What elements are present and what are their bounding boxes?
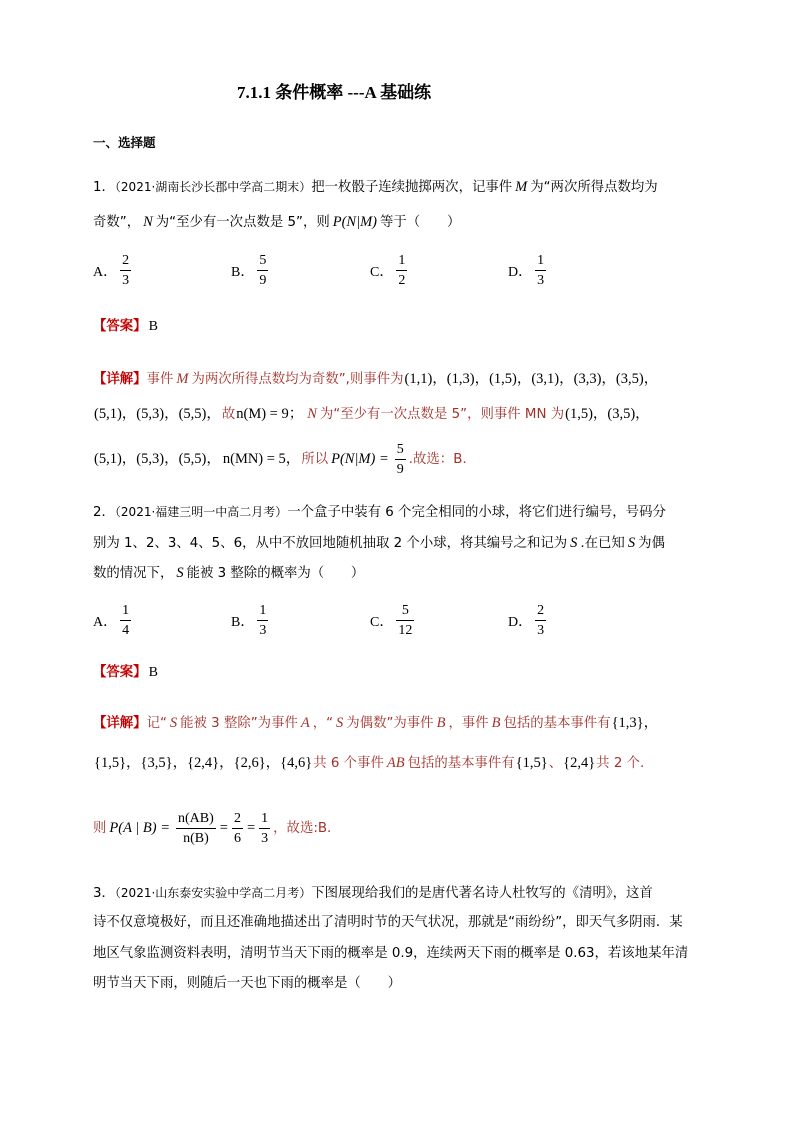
fraction-numerator: 1 <box>535 252 546 271</box>
q1-stem-text: 奇数”， <box>93 215 141 230</box>
detail-outcomes: (1,1)，(1,3)，(1,5)，(3,1)，(3,3)，(3,5)， <box>404 371 659 387</box>
option-label: C． <box>370 614 394 630</box>
option-label: B． <box>231 614 255 630</box>
fraction-numerator: n(AB) <box>176 810 216 829</box>
detail-text: 则 <box>93 821 107 836</box>
detail-fraction <box>176 810 216 847</box>
q2-option-a <box>93 602 134 639</box>
detail-outcomes: (1,5)，(3,5)， <box>565 406 650 422</box>
detail-text: 记“ <box>146 716 167 731</box>
detail-text: 、 <box>548 756 563 771</box>
detail-probability-expression: P(A | B) = <box>109 820 171 836</box>
option-fraction <box>120 252 131 289</box>
detail-outcomes: (5,1)，(5,3)，(5,5)， <box>94 451 221 467</box>
q2-option-b <box>231 602 271 639</box>
q1-option-c <box>370 252 410 289</box>
q2-detail-line-2 <box>93 753 644 774</box>
detail-text: 为“至少有一次点数是 5”，则事件 MN 为 <box>319 407 565 422</box>
detail-outcomes: (5,1)，(5,3)，(5,5)， <box>94 406 221 422</box>
q2-stem-text: 能被 3 整除的概率为（ ） <box>186 566 365 581</box>
detail-outcomes: {1,5}，{3,5}，{2,4}，{2,6}，{4,6} <box>94 755 313 771</box>
option-label: B． <box>231 264 255 280</box>
option-label: D． <box>508 264 533 280</box>
detail-probability-expression: P(N|M) = <box>331 451 389 467</box>
fraction-numerator: 2 <box>232 810 243 829</box>
detail-fraction <box>232 810 243 847</box>
fraction-numerator: 5 <box>257 252 268 271</box>
detail-var-a: A <box>300 715 310 731</box>
detail-outcomes: {2,4} <box>563 755 596 771</box>
detail-text: 所以 <box>301 452 329 467</box>
option-label: D． <box>508 614 533 630</box>
q2-stem-line-2 <box>93 533 665 554</box>
q1-source: （2021·湖南长沙长郡中学高二期末） <box>114 180 312 194</box>
q1-option-a <box>93 252 134 289</box>
fraction-denominator: 12 <box>398 623 413 638</box>
q2-stem-text: .在已知 <box>580 536 625 551</box>
q2-answer-line <box>93 663 158 683</box>
detail-var-s: S <box>169 715 178 731</box>
fraction-denominator: 3 <box>537 623 545 638</box>
q1-option-b <box>231 252 271 289</box>
detail-text: 共 6 个事件 <box>313 756 384 771</box>
q1-option-d <box>508 252 549 289</box>
option-label: A． <box>93 264 118 280</box>
detail-var-s: S <box>336 715 344 731</box>
q1-answer-line <box>93 317 158 337</box>
detail-text: 共 2 个. <box>596 756 645 771</box>
q3-stem-line-4: 明节当天下雨，则随后一天也下雨的概率是（ ） <box>93 976 401 991</box>
fraction-denominator: 4 <box>122 623 130 638</box>
detail-text: 为两次所得点数均为奇数”,则事件为 <box>191 372 404 387</box>
detail-fraction <box>259 810 270 847</box>
fraction-denominator: 3 <box>259 623 267 638</box>
q3-source: （2021·山东泰安实验中学高二月考） <box>114 886 312 900</box>
fraction-denominator: 9 <box>396 461 404 477</box>
fraction-numerator: 1 <box>259 810 270 829</box>
option-fraction <box>535 602 546 639</box>
option-fraction <box>396 252 407 289</box>
q1-stem-line-1 <box>93 177 658 198</box>
q1-detail-line-2 <box>93 404 651 425</box>
detail-text: 包括的基本事件有 <box>407 756 515 771</box>
fraction-denominator: 3 <box>537 273 545 288</box>
q3-stem-line-2: 诗不仅意境极好，而且还准确地描述出了清明时节的天气状况，那就是“雨纷纷”，即天气多阴雨．某 <box>93 915 683 930</box>
detail-text: 包括的基本事件有 <box>503 716 611 731</box>
option-fraction <box>257 252 268 289</box>
q2-detail-line-1 <box>93 713 659 734</box>
q1-stem-text: 把一枚骰子连续抛掷两次，记事件 <box>311 180 513 195</box>
q2-stem-text: 为偶 <box>638 536 665 551</box>
page-title: 7.1.1 条件概率 ---A 基础练 <box>237 83 432 102</box>
q2-stem-text: 别为 1、2、3、4、5、6，从中不放回地随机抽取 2 个小球，将其编号之和记为 <box>93 536 568 551</box>
q1-stem-text: 为“至少有一次点数是 5”，则 <box>155 215 330 230</box>
q1-stem-text: 为“两次所得点数均为 <box>530 180 658 195</box>
detail-text: ，“ <box>312 716 334 731</box>
detail-var-ab: AB <box>386 755 405 771</box>
fraction-denominator: 2 <box>398 273 406 288</box>
q2-stem-text: 数的情况下， <box>93 566 174 581</box>
q2-stem-text: 一个盒子中装有 6 个完全相同的小球，将它们进行编号，号码分 <box>287 505 666 520</box>
detail-conclusion: ，故选:B. <box>273 821 332 836</box>
fraction-denominator: n(B) <box>183 830 209 846</box>
equals-sign: = <box>246 820 256 836</box>
detail-text: 为偶数”为事件 <box>346 716 434 731</box>
q1-var-n: N <box>143 214 153 230</box>
detail-var-m: M <box>176 371 189 387</box>
equals-sign: = <box>219 820 228 836</box>
q2-detail-line-3 <box>93 808 331 849</box>
q2-var-s: S <box>627 535 636 551</box>
q3-stem-text: 下图展现给我们的是唐代著名诗人杜牧写的《清明》，这首 <box>311 886 653 901</box>
q2-number: 2． <box>93 505 115 520</box>
detail-text: 故 <box>221 407 236 422</box>
detail-var-b: B <box>491 715 501 731</box>
q3-stem-line-1 <box>93 883 653 904</box>
option-fraction <box>257 602 268 639</box>
detail-tag: 【详解】 <box>93 372 147 387</box>
option-fraction <box>396 602 414 639</box>
option-fraction <box>120 602 131 639</box>
detail-text: 能被 3 整除”为事件 <box>180 716 298 731</box>
detail-count: n(M) = 9； <box>236 406 304 422</box>
detail-var-b: B <box>436 715 446 731</box>
q1-var-m: M <box>515 179 528 195</box>
q2-stem-line-1 <box>93 502 666 523</box>
detail-count: n(MN) = 5， <box>222 451 301 467</box>
q1-answer-value: B <box>148 319 158 334</box>
q2-answer-value: B <box>148 665 158 680</box>
q1-stem-line-2 <box>93 212 460 233</box>
detail-outcomes: {1,5} <box>515 755 548 771</box>
detail-conclusion: .故选：B. <box>408 452 467 467</box>
fraction-numerator: 5 <box>395 441 406 460</box>
q1-detail-line-1 <box>93 369 659 390</box>
q2-stem-line-3 <box>93 563 364 584</box>
detail-var-n: N <box>307 406 317 422</box>
fraction-denominator: 3 <box>122 273 130 288</box>
fraction-numerator: 1 <box>257 602 268 621</box>
option-label: C． <box>370 264 394 280</box>
detail-fraction <box>395 441 406 478</box>
q2-var-s: S <box>570 535 578 551</box>
detail-text: 事件 <box>146 372 174 387</box>
q1-stem-text: 等于（ ） <box>380 215 461 230</box>
option-fraction <box>535 252 546 289</box>
fraction-numerator: 1 <box>120 602 131 621</box>
option-label: A． <box>93 614 118 630</box>
fraction-denominator: 6 <box>233 830 241 846</box>
q2-option-c <box>370 602 417 639</box>
detail-tag: 【详解】 <box>93 716 147 731</box>
answer-tag: 【答案】 <box>93 319 147 334</box>
detail-outcomes: {1,3}， <box>611 715 659 731</box>
fraction-denominator: 3 <box>261 830 269 846</box>
q3-number: 3． <box>93 886 115 901</box>
q3-stem-line-3: 地区气象监测资料表明，清明节当天下雨的概率是 0.9，连续两天下雨的概率是 0.63，若该地某年清 <box>93 946 689 961</box>
q1-detail-line-3 <box>93 439 467 480</box>
q2-option-d <box>508 602 549 639</box>
q1-number: 1． <box>93 180 115 195</box>
fraction-denominator: 9 <box>259 273 267 288</box>
fraction-numerator: 2 <box>535 602 546 621</box>
fraction-numerator: 1 <box>396 252 407 271</box>
detail-text: ，事件 <box>448 716 489 731</box>
answer-tag: 【答案】 <box>93 665 147 680</box>
fraction-numerator: 5 <box>396 602 414 621</box>
q2-var-s: S <box>176 565 184 581</box>
fraction-numerator: 2 <box>120 252 131 271</box>
section-heading: 一、选择题 <box>93 135 156 150</box>
q1-probability-expression: P(N|M) <box>332 214 377 230</box>
q2-source: （2021·福建三明一中高二月考） <box>114 505 288 519</box>
